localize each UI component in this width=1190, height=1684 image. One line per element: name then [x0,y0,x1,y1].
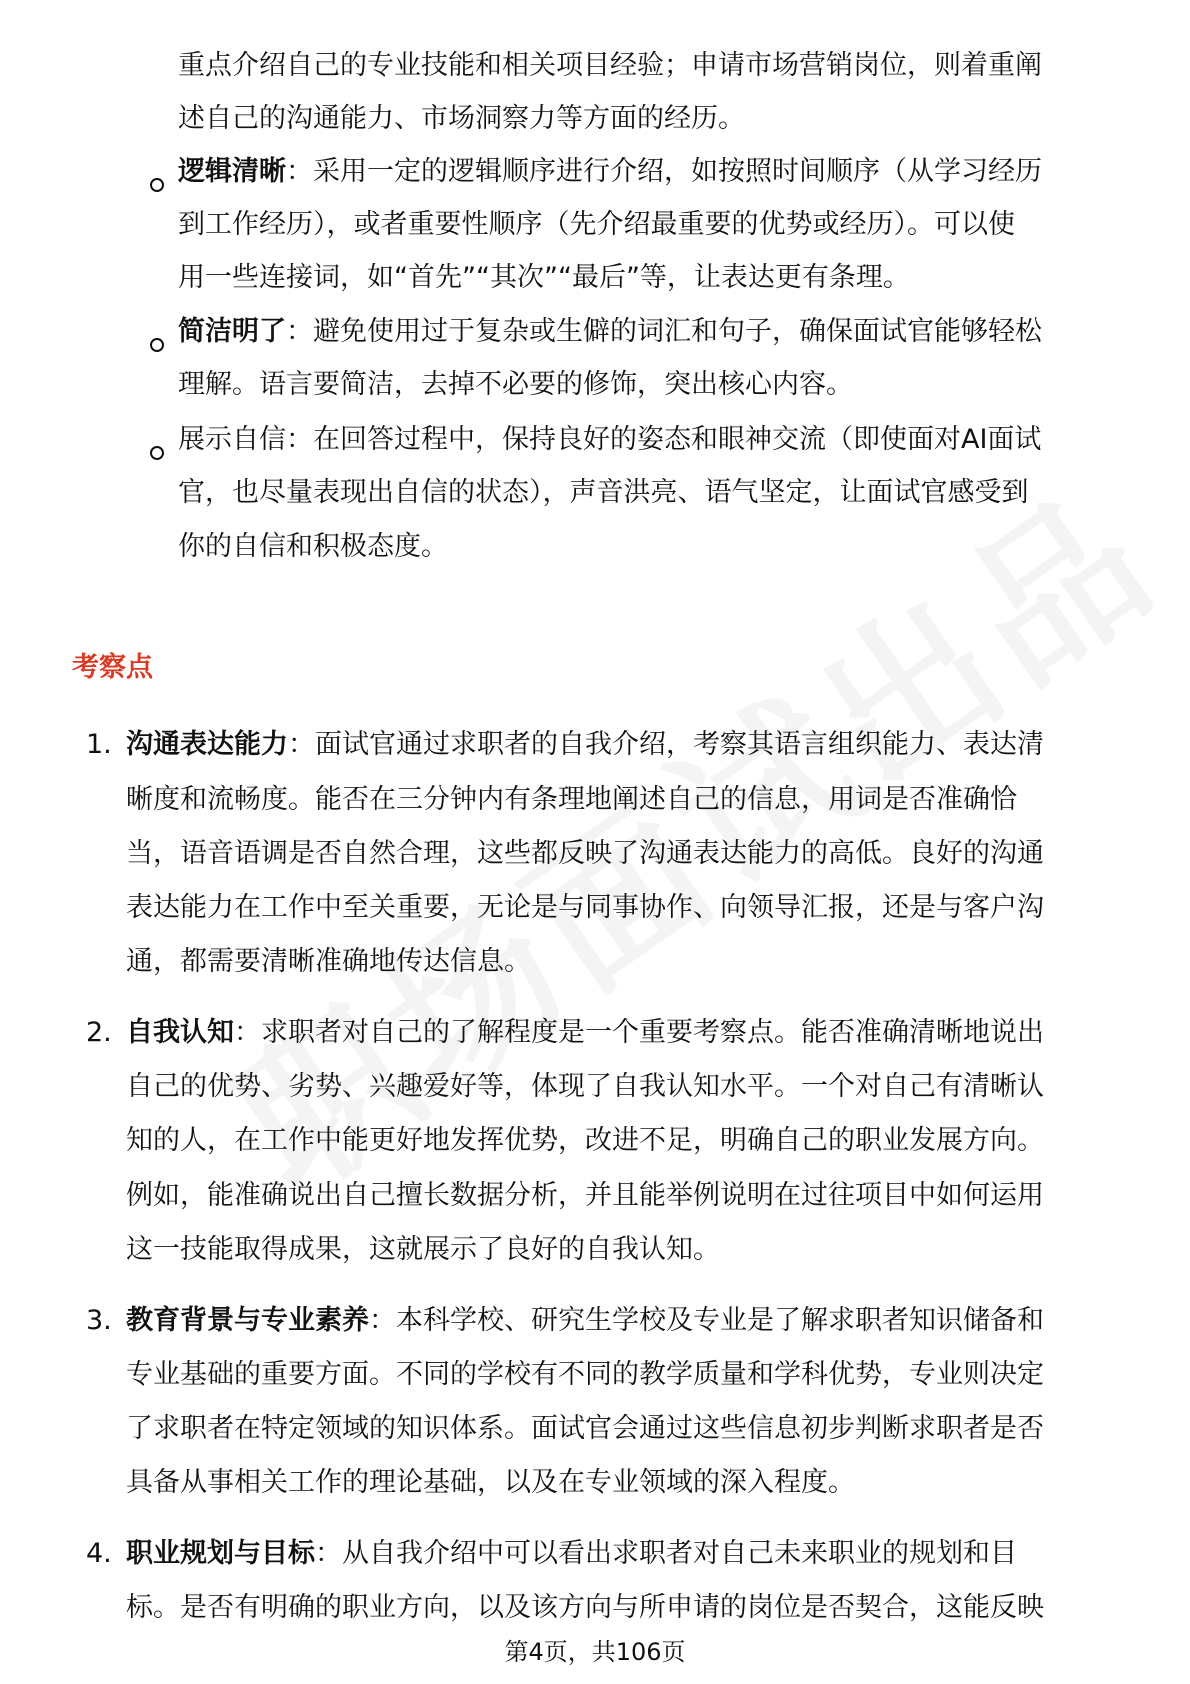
item-line: 知的人，在工作中能更好地发挥优势，改进不足，明确自己的职业发展方向。 [126,1125,1044,1156]
item-line: 自己的优势、劣势、兴趣爱好等，体现了自我认知水平。一个对自己有清晰认 [126,1071,1044,1102]
bullet-line [178,152,1042,192]
item-line: 通，都需要清晰准确地传达信息。 [126,946,531,977]
item-sep: ： [315,1538,342,1569]
item-sep: ： [369,1305,396,1336]
item-line: 了求职者在特定领域的知识体系。面试官会通过这些信息初步判断求职者是否 [126,1413,1044,1444]
item-sep: ： [288,729,315,760]
section-heading: 考察点 [72,652,153,683]
bullet-text: 在回答过程中，保持良好的姿态和眼神交流（即使面对AI面试 [313,424,1042,455]
item-line: 标。是否有明确的职业方向，以及该方向与所申请的岗位是否契合，这能反映 [126,1592,1044,1623]
page-footer: 第4页，共106页 [504,1638,686,1666]
bullet-line: 用一些连接词，如“首先”“其次”“最后”等，让表达更有条理。 [178,262,910,293]
item-number: 4. [86,1538,112,1569]
bullet-sep: ： [286,156,313,187]
bullet-label: 逻辑清晰 [178,156,286,187]
intro-line: 述自己的沟通能力、市场洞察力等方面的经历。 [178,103,745,134]
item-line: 当，语音语调是否自然合理，这些都反映了沟通表达能力的高低。良好的沟通 [126,838,1044,869]
bullet-line [178,312,1042,352]
item-line: 晰度和流畅度。能否在三分钟内有条理地阐述自己的信息，用词是否准确恰 [126,784,1017,815]
item-line [126,1534,1017,1574]
bullet-text: 采用一定的逻辑顺序进行介绍，如按照时间顺序（从学习经历 [313,156,1042,187]
item-text: 从自我介绍中可以看出求职者对自己未来职业的规划和目 [342,1538,1017,1569]
bullet-line: 你的自信和积极态度。 [178,531,448,562]
item-label: 自我认知 [126,1017,234,1048]
bullet-label: 简洁明了 [178,316,286,347]
bullet-sep: ： [286,424,313,455]
item-number: 3. [86,1305,112,1336]
item-number: 1. [86,729,112,760]
item-line: 表达能力在工作中至关重要，无论是与同事协作、向领导汇报，还是与客户沟 [126,892,1044,923]
item-label: 职业规划与目标 [126,1538,315,1569]
circle-bullet-icon [150,338,164,352]
bullet-line [178,420,1041,460]
item-text: 求职者对自己的了解程度是一个重要考察点。能否准确清晰地说出 [261,1017,1044,1048]
item-line: 具备从事相关工作的理论基础，以及在专业领域的深入程度。 [126,1467,855,1498]
item-text: 面试官通过求职者的自我介绍，考察其语言组织能力、表达清 [315,729,1044,760]
item-line: 例如，能准确说出自己擅长数据分析，并且能举例说明在过往项目中如何运用 [126,1180,1044,1211]
item-line: 这一技能取得成果，这就展示了良好的自我认知。 [126,1234,720,1265]
item-number: 2. [86,1017,112,1048]
item-label: 教育背景与专业素养 [126,1305,369,1336]
intro-line: 重点介绍自己的专业技能和相关项目经验；申请市场营销岗位，则着重阐 [178,50,1042,81]
item-line [126,1013,1044,1053]
circle-bullet-icon [150,178,164,192]
bullet-text: 避免使用过于复杂或生僻的词汇和句子，确保面试官能够轻松 [313,316,1042,347]
bullet-line: 官，也尽量表现出自信的状态），声音洪亮、语气坚定，让面试官感受到 [178,477,1029,508]
item-line [126,1301,1044,1341]
bullet-line: 理解。语言要简洁，去掉不必要的修饰，突出核心内容。 [178,369,853,400]
bullet-sep: ： [286,316,313,347]
item-line: 专业基础的重要方面。不同的学校有不同的教学质量和学科优势，专业则决定 [126,1359,1044,1390]
item-sep: ： [234,1017,261,1048]
circle-bullet-icon [150,446,164,460]
item-text: 本科学校、研究生学校及专业是了解求职者知识储备和 [396,1305,1044,1336]
bullet-line: 到工作经历），或者重要性顺序（先介绍最重要的优势或经历）。可以使 [178,209,1015,240]
bullet-label: 展示自信 [178,424,286,455]
item-line [126,725,1044,765]
item-label: 沟通表达能力 [126,729,288,760]
